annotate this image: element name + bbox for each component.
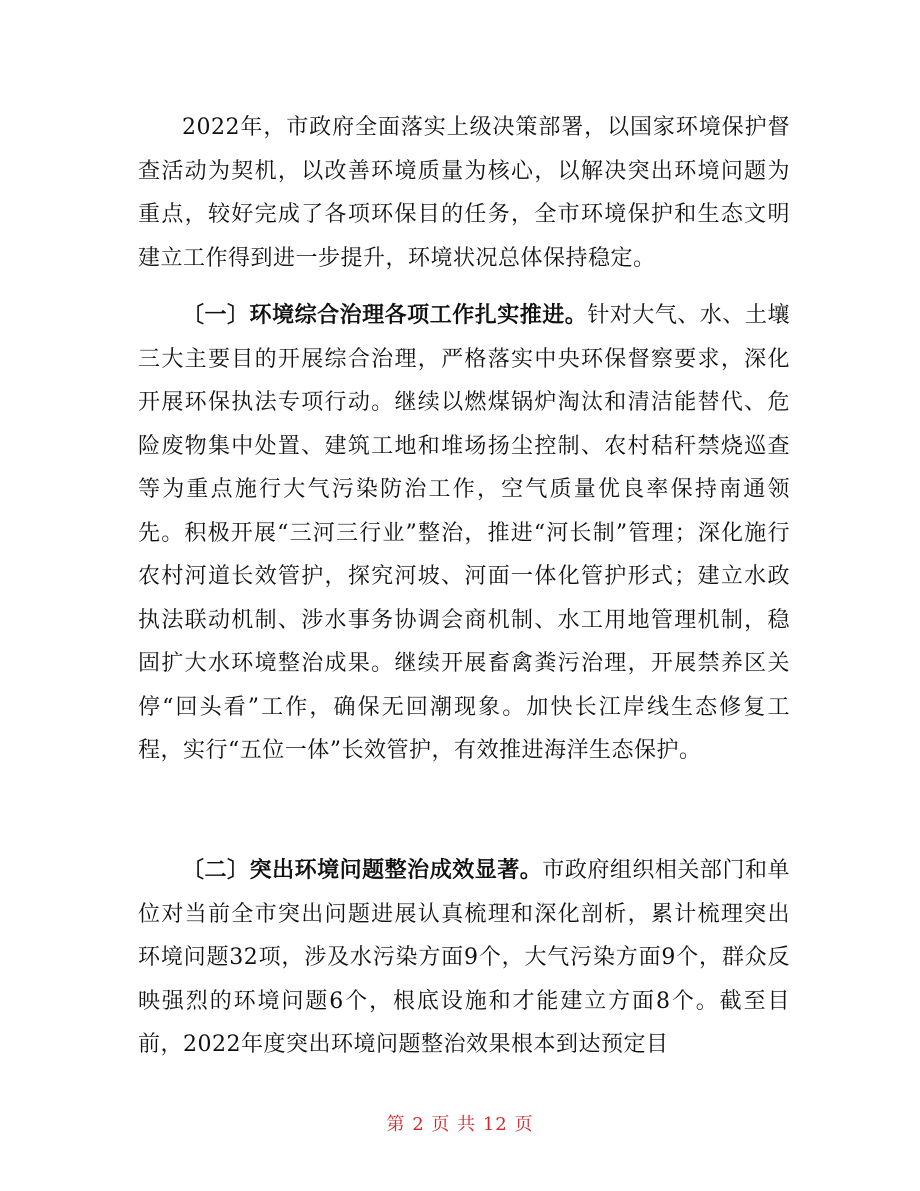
section-1-body: 针对大气、水、土壤三大主要目的开展综合治理，严格落实中央环保督察要求，深化开展环保执法专项行动。继续以燃煤锅炉淘汰和清洁能替代、危险废物集中处置、建筑工地和堆场扬尘控制、农村秸秆禁烧巡查等为重点施行大气污染防治工作，空气质量优良率保持南通领先。积极开展“三河三行业”整治，推进“河长制”管理；深化施行农村河道长效管护，探究河坡、河面一体化管护形式；建立水政执法联动机制、涉水事务协调会商机制、水工用地管理机制，稳固扩大水环境整治成果。继续开展畜禽粪污治理，开展禁养区关停“回头看”工作，确保无回潮现象。加快长江岸线生态修复工程，实行“五位一体”长效管护，有效推进海洋生态保护。 <box>138 303 790 763</box>
paragraph-section-1 <box>138 294 790 773</box>
paragraph-intro-text: 2022年，市政府全面落实上级决策部署，以国家环境保护督查活动为契机，以改善环境质量为核心，以解决突出环境问题为重点，较好完成了各项环保目的任务，全市环境保护和生态文明建立工作得到进一步提升，环境状况总体保持稳定。 <box>138 115 790 271</box>
section-1-heading: 〔一〕环境综合治理各项工作扎实推进。 <box>182 302 588 328</box>
paragraph-intro <box>138 106 790 280</box>
page-number-footer: 第 2 页 共 12 页 <box>386 1114 534 1135</box>
paragraph-section-2 <box>138 849 790 1067</box>
section-2-body: 市政府组织相关部门和单位对当前全市突出问题进展认真梳理和深化剖析，累计梳理突出环境问题32项，涉及水污染方面9个，大气污染方面9个，群众反映强烈的环境问题6个，根底设施和才能建立方面8个。截至目前，2022年度突出环境问题整治效果根本到达预定目 <box>138 858 790 1057</box>
section-2-heading: 〔二〕突出环境问题整治成效显著。 <box>182 857 543 883</box>
